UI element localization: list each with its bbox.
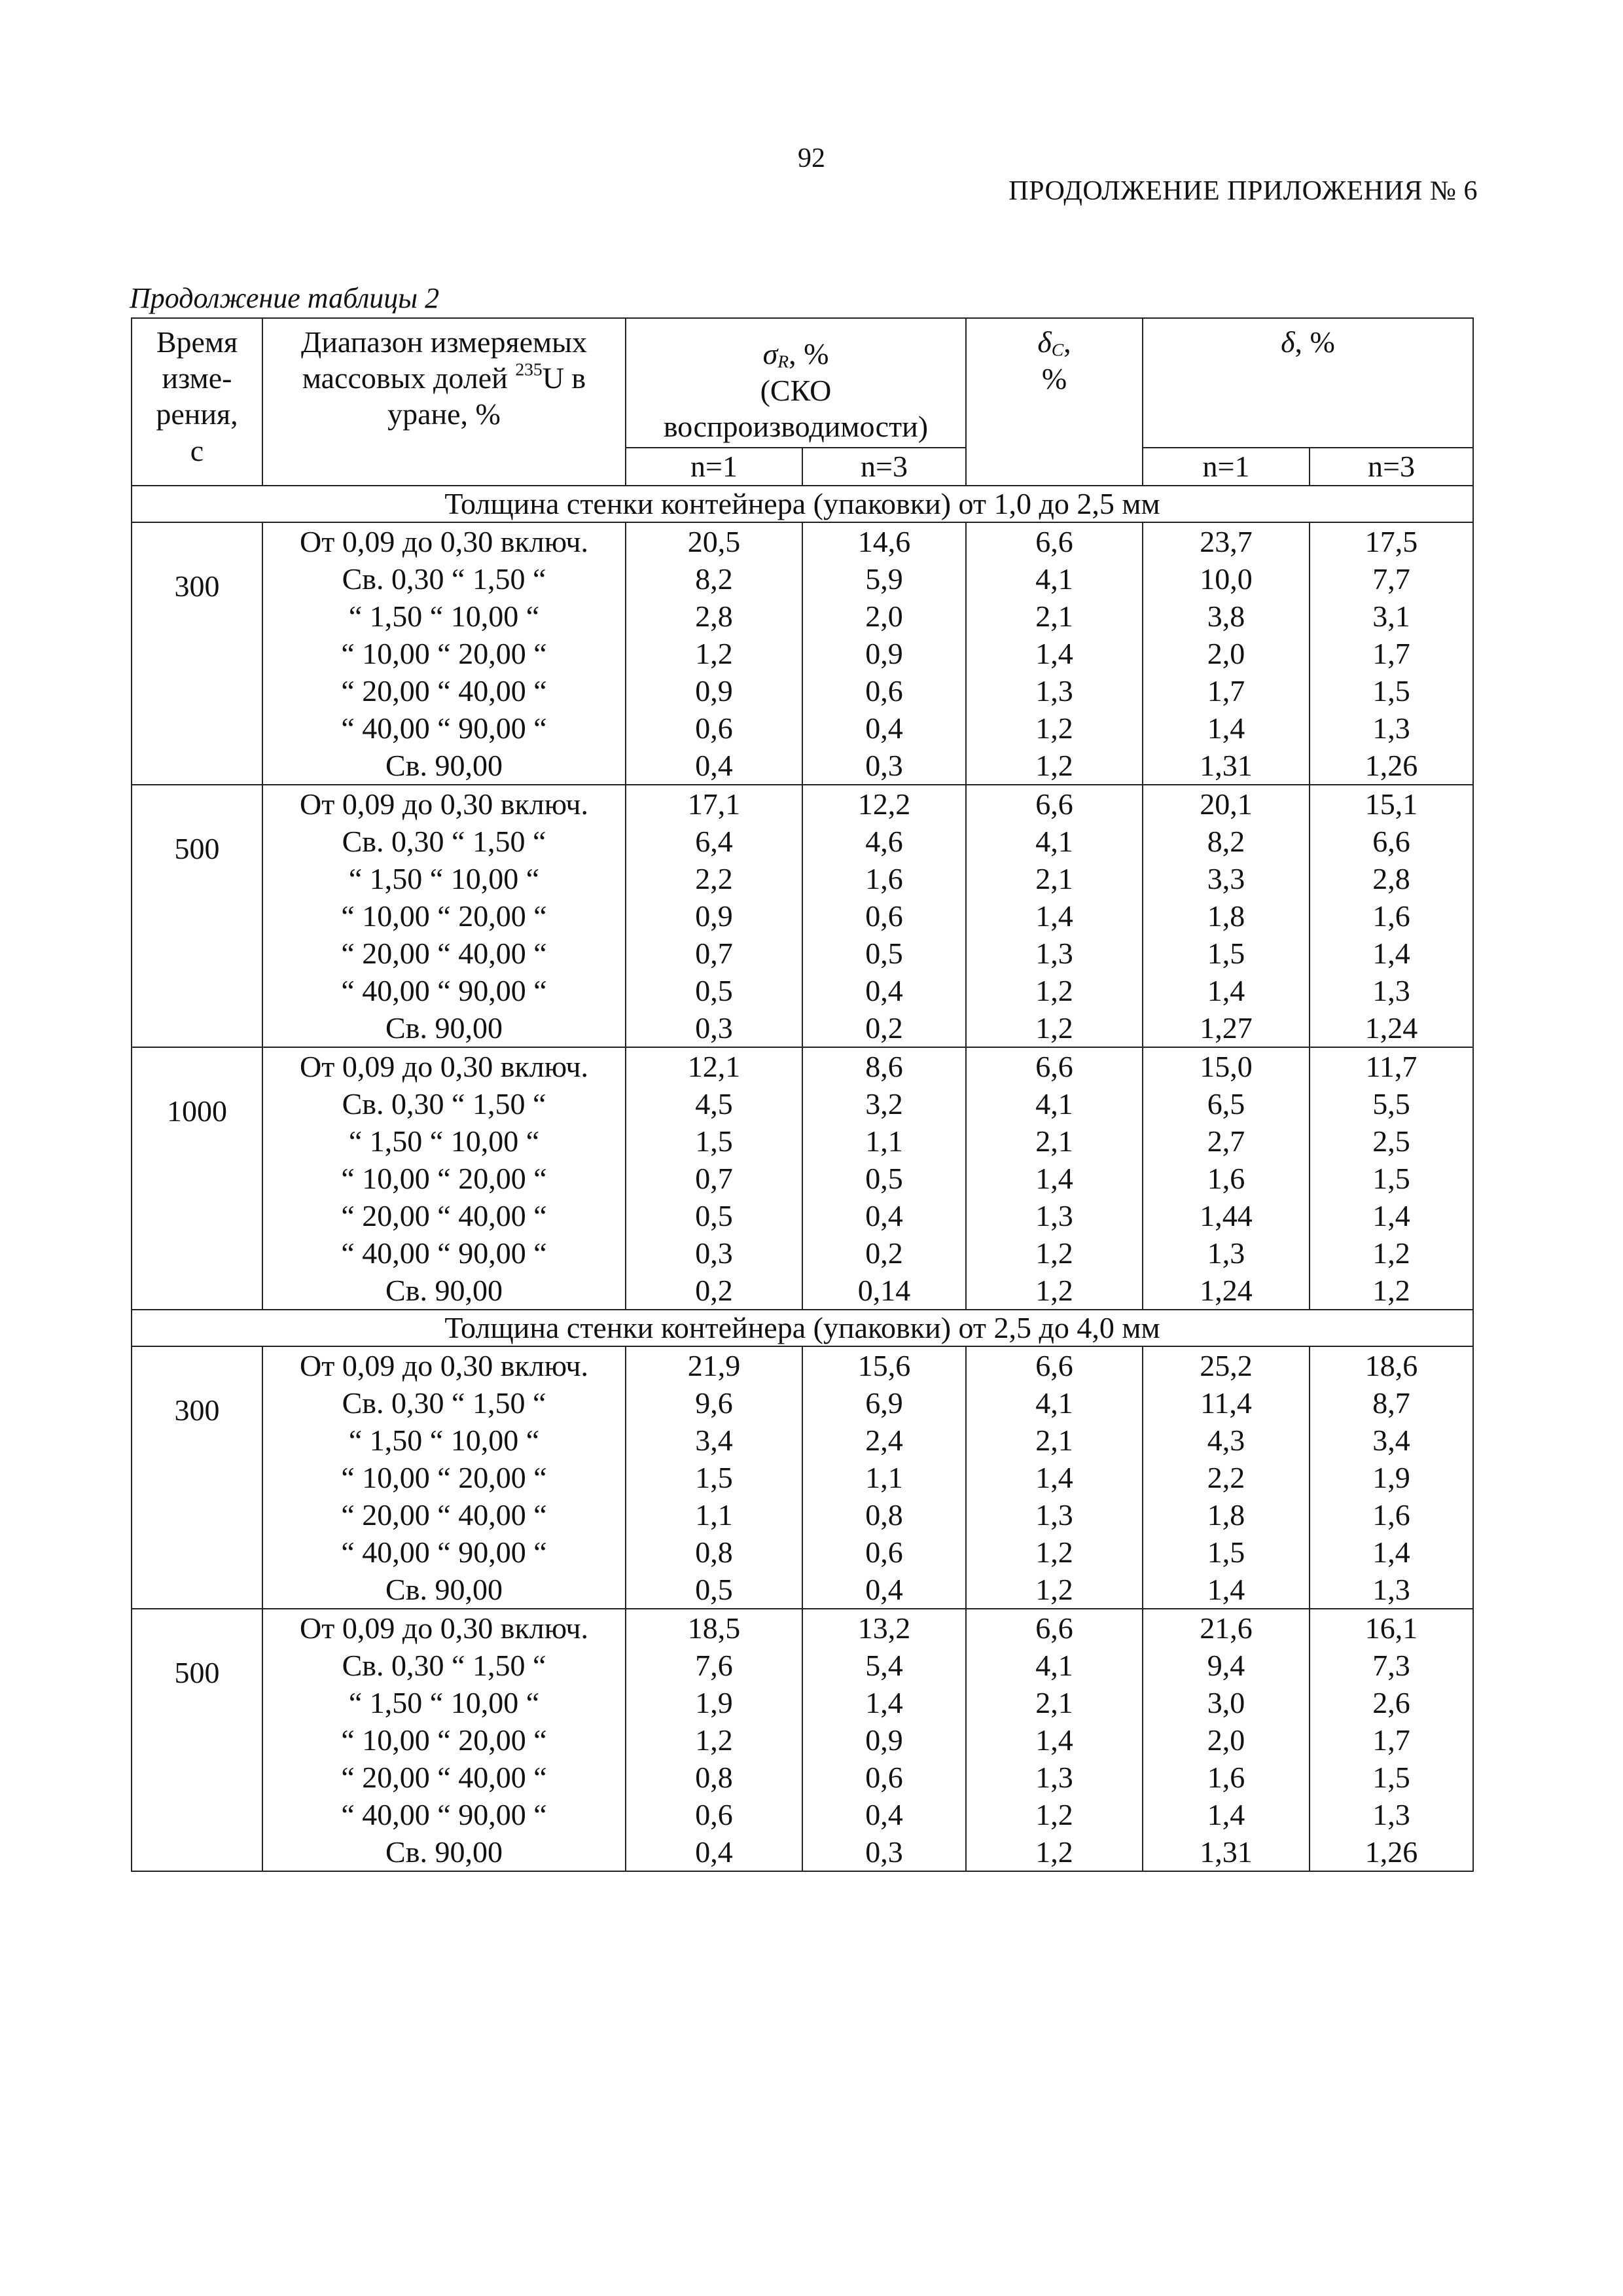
range-cell: “ 10,00 “ 20,00 “ <box>262 1160 626 1197</box>
range-cell: Св. 0,30 “ 1,50 “ <box>262 1647 626 1684</box>
table-row <box>132 1459 1473 1496</box>
delta-c-cell: 1,2 <box>966 1534 1143 1571</box>
section-row <box>132 1310 1473 1346</box>
delta-c-cell: 6,6 <box>966 785 1143 823</box>
section-title: Толщина стенки контейнера (упаковки) от 1,0 до 2,5 мм <box>132 486 1473 522</box>
page-number: 92 <box>798 143 825 173</box>
time-cell: 300 <box>132 1346 262 1609</box>
delta-n3-cell: 2,6 <box>1310 1684 1473 1721</box>
sigma-n3-cell: 0,8 <box>802 1496 966 1534</box>
delta-c-cell: 1,2 <box>966 1796 1143 1833</box>
range-cell: Св. 0,30 “ 1,50 “ <box>262 1085 626 1122</box>
delta-n1-cell: 1,3 <box>1143 1234 1310 1272</box>
sigma-n1-cell: 8,2 <box>626 560 802 598</box>
delta-c-cell: 1,2 <box>966 747 1143 785</box>
range-cell: “ 1,50 “ 10,00 “ <box>262 860 626 897</box>
table-row <box>132 785 1473 823</box>
table-row <box>132 897 1473 935</box>
range-cell: “ 1,50 “ 10,00 “ <box>262 1422 626 1459</box>
delta-n3-cell: 18,6 <box>1310 1346 1473 1384</box>
delta-n1-cell: 1,31 <box>1143 1833 1310 1871</box>
range-cell: От 0,09 до 0,30 включ. <box>262 522 626 560</box>
sigma-n3-cell: 3,2 <box>802 1085 966 1122</box>
delta-n3-cell: 1,24 <box>1310 1009 1473 1047</box>
delta-n1-cell: 1,31 <box>1143 747 1310 785</box>
sigma-n1-cell: 0,9 <box>626 672 802 709</box>
sigma-n1-cell: 2,8 <box>626 598 802 635</box>
sigma-n3-cell: 1,4 <box>802 1684 966 1721</box>
sigma-n1-cell: 0,3 <box>626 1234 802 1272</box>
range-cell: “ 10,00 “ 20,00 “ <box>262 1459 626 1496</box>
time-cell: 500 <box>132 785 262 1047</box>
table-row <box>132 1534 1473 1571</box>
table-row <box>132 1571 1473 1609</box>
delta-n1-cell: 1,4 <box>1143 1796 1310 1833</box>
delta-n1-cell: 1,4 <box>1143 1571 1310 1609</box>
delta-n1-cell: 1,8 <box>1143 1496 1310 1534</box>
sigma-n3-cell: 8,6 <box>802 1047 966 1085</box>
delta-c-cell: 4,1 <box>966 1647 1143 1684</box>
range-cell: “ 40,00 “ 90,00 “ <box>262 709 626 747</box>
range-cell: “ 10,00 “ 20,00 “ <box>262 897 626 935</box>
delta-c-cell: 1,2 <box>966 709 1143 747</box>
range-cell: От 0,09 до 0,30 включ. <box>262 1047 626 1085</box>
data-table <box>131 317 1474 1872</box>
table-row <box>132 635 1473 672</box>
sigma-n1-cell: 1,2 <box>626 635 802 672</box>
delta-c-cell: 6,6 <box>966 1609 1143 1647</box>
delta-n1-cell: 1,27 <box>1143 1009 1310 1047</box>
sigma-n3-cell: 0,3 <box>802 1833 966 1871</box>
delta-n3-cell: 17,5 <box>1310 522 1473 560</box>
delta-n1-cell: 3,8 <box>1143 598 1310 635</box>
delta-c-cell: 4,1 <box>966 823 1143 860</box>
time-cell: 1000 <box>132 1047 262 1310</box>
delta-n1-cell: 2,0 <box>1143 1721 1310 1759</box>
sigma-n3-header: n=3 <box>802 448 966 486</box>
delta-c-cell: 4,1 <box>966 1384 1143 1422</box>
range-cell: Св. 90,00 <box>262 1009 626 1047</box>
delta-c-cell: 1,4 <box>966 1459 1143 1496</box>
range-cell: Св. 90,00 <box>262 747 626 785</box>
range-cell: Св. 0,30 “ 1,50 “ <box>262 823 626 860</box>
table-row <box>132 1422 1473 1459</box>
table-row <box>132 1796 1473 1833</box>
delta-c-cell: 2,1 <box>966 1684 1143 1721</box>
delta-n1-cell: 10,0 <box>1143 560 1310 598</box>
delta-c-cell: 1,4 <box>966 1721 1143 1759</box>
table-row <box>132 560 1473 598</box>
delta-n1-cell: 3,0 <box>1143 1684 1310 1721</box>
delta-n1-cell: 1,4 <box>1143 709 1310 747</box>
delta-n3-cell: 1,2 <box>1310 1272 1473 1310</box>
sigma-n3-cell: 1,6 <box>802 860 966 897</box>
delta-n3-cell: 7,7 <box>1310 560 1473 598</box>
range-cell: “ 40,00 “ 90,00 “ <box>262 1796 626 1833</box>
range-cell: Св. 90,00 <box>262 1571 626 1609</box>
sigma-n3-cell: 12,2 <box>802 785 966 823</box>
range-cell: “ 20,00 “ 40,00 “ <box>262 935 626 972</box>
table-row <box>132 1346 1473 1384</box>
delta-n3-cell: 1,3 <box>1310 972 1473 1009</box>
sigma-n1-cell: 0,3 <box>626 1009 802 1047</box>
sigma-n1-cell: 0,6 <box>626 1796 802 1833</box>
range-cell: Св. 0,30 “ 1,50 “ <box>262 560 626 598</box>
range-cell: “ 1,50 “ 10,00 “ <box>262 1122 626 1160</box>
table-row <box>132 1122 1473 1160</box>
sigma-n1-cell: 0,5 <box>626 1571 802 1609</box>
delta-n3-cell: 1,4 <box>1310 1534 1473 1571</box>
sigma-n1-cell: 1,9 <box>626 1684 802 1721</box>
table-row <box>132 1197 1473 1234</box>
delta-n1-cell: 1,6 <box>1143 1759 1310 1796</box>
delta-n3-cell: 1,6 <box>1310 897 1473 935</box>
delta-header: δ, % <box>1143 318 1473 448</box>
delta-n3-cell: 5,5 <box>1310 1085 1473 1122</box>
sigma-n3-cell: 0,6 <box>802 1759 966 1796</box>
delta-n3-cell: 1,5 <box>1310 1759 1473 1796</box>
delta-n3-cell: 1,26 <box>1310 747 1473 785</box>
delta-n3-cell: 1,6 <box>1310 1496 1473 1534</box>
delta-n1-cell: 4,3 <box>1143 1422 1310 1459</box>
delta-c-cell: 4,1 <box>966 560 1143 598</box>
delta-c-cell: 1,4 <box>966 1160 1143 1197</box>
sigma-n3-cell: 0,4 <box>802 1571 966 1609</box>
table-caption: Продолжение таблицы 2 <box>130 282 440 314</box>
sigma-n1-cell: 20,5 <box>626 522 802 560</box>
sigma-n3-cell: 5,4 <box>802 1647 966 1684</box>
table-row <box>132 1721 1473 1759</box>
sigma-n3-cell: 0,4 <box>802 1796 966 1833</box>
table-row <box>132 672 1473 709</box>
sigma-n3-cell: 0,6 <box>802 1534 966 1571</box>
table-row <box>132 972 1473 1009</box>
delta-n3-cell: 1,3 <box>1310 1571 1473 1609</box>
sigma-n3-cell: 13,2 <box>802 1609 966 1647</box>
range-cell: От 0,09 до 0,30 включ. <box>262 1609 626 1647</box>
delta-c-cell: 1,4 <box>966 897 1143 935</box>
sigma-header: σR, % (СКО воспроизводимости) <box>626 318 966 448</box>
delta-n3-cell: 1,7 <box>1310 635 1473 672</box>
delta-n3-cell: 1,4 <box>1310 935 1473 972</box>
range-cell: “ 20,00 “ 40,00 “ <box>262 1759 626 1796</box>
section-title: Толщина стенки контейнера (упаковки) от 2,5 до 4,0 мм <box>132 1310 1473 1346</box>
delta-n3-cell: 11,7 <box>1310 1047 1473 1085</box>
sigma-n1-cell: 1,2 <box>626 1721 802 1759</box>
sigma-n1-cell: 1,5 <box>626 1122 802 1160</box>
range-cell: “ 40,00 “ 90,00 “ <box>262 972 626 1009</box>
time-header: Время изме- рения, с <box>132 318 262 486</box>
delta-c-cell: 1,2 <box>966 1009 1143 1047</box>
delta-n1-cell: 2,0 <box>1143 635 1310 672</box>
sigma-n1-cell: 4,5 <box>626 1085 802 1122</box>
table-row <box>132 1160 1473 1197</box>
delta-n3-cell: 1,3 <box>1310 1796 1473 1833</box>
table-row <box>132 1047 1473 1085</box>
time-cell: 300 <box>132 522 262 785</box>
table-row <box>132 522 1473 560</box>
sigma-n1-cell: 0,7 <box>626 935 802 972</box>
delta-c-cell: 1,3 <box>966 1496 1143 1534</box>
sigma-n1-cell: 2,2 <box>626 860 802 897</box>
delta-c-cell: 2,1 <box>966 1122 1143 1160</box>
table-row <box>132 1684 1473 1721</box>
sigma-n1-cell: 0,8 <box>626 1534 802 1571</box>
sigma-n1-cell: 0,7 <box>626 1160 802 1197</box>
delta-n1-cell: 15,0 <box>1143 1047 1310 1085</box>
delta-n3-cell: 2,5 <box>1310 1122 1473 1160</box>
sigma-n3-cell: 2,4 <box>802 1422 966 1459</box>
delta-c-cell: 1,2 <box>966 1272 1143 1310</box>
table-row <box>132 1759 1473 1796</box>
range-cell: Св. 0,30 “ 1,50 “ <box>262 1384 626 1422</box>
table-row <box>132 860 1473 897</box>
table-row <box>132 1272 1473 1310</box>
delta-n1-cell: 1,24 <box>1143 1272 1310 1310</box>
sigma-n1-cell: 0,4 <box>626 1833 802 1871</box>
sigma-n1-cell: 0,5 <box>626 1197 802 1234</box>
delta-c-cell: 2,1 <box>966 860 1143 897</box>
delta-n1-cell: 21,6 <box>1143 1609 1310 1647</box>
sigma-n1-cell: 1,5 <box>626 1459 802 1496</box>
sigma-n3-cell: 0,3 <box>802 747 966 785</box>
table-body <box>132 486 1473 1871</box>
delta-n1-cell: 8,2 <box>1143 823 1310 860</box>
delta-c-cell: 1,3 <box>966 1759 1143 1796</box>
table-row <box>132 598 1473 635</box>
delta-c-cell: 1,3 <box>966 672 1143 709</box>
range-cell: “ 20,00 “ 40,00 “ <box>262 672 626 709</box>
table-row <box>132 1384 1473 1422</box>
sigma-n1-cell: 17,1 <box>626 785 802 823</box>
delta-n3-cell: 1,2 <box>1310 1234 1473 1272</box>
sigma-n3-cell: 1,1 <box>802 1459 966 1496</box>
sigma-n1-cell: 3,4 <box>626 1422 802 1459</box>
sigma-n1-cell: 0,2 <box>626 1272 802 1310</box>
sigma-n3-cell: 0,14 <box>802 1272 966 1310</box>
delta-c-cell: 1,2 <box>966 972 1143 1009</box>
delta-n1-cell: 2,7 <box>1143 1122 1310 1160</box>
delta-n1-cell: 23,7 <box>1143 522 1310 560</box>
range-cell: “ 1,50 “ 10,00 “ <box>262 1684 626 1721</box>
range-cell: “ 20,00 “ 40,00 “ <box>262 1496 626 1534</box>
sigma-n1-cell: 18,5 <box>626 1609 802 1647</box>
sigma-n1-cell: 7,6 <box>626 1647 802 1684</box>
delta-c-cell: 1,2 <box>966 1234 1143 1272</box>
table-row <box>132 1085 1473 1122</box>
sigma-n3-cell: 0,5 <box>802 935 966 972</box>
sigma-n3-cell: 15,6 <box>802 1346 966 1384</box>
delta-c-cell: 6,6 <box>966 522 1143 560</box>
delta-n3-header: n=3 <box>1310 448 1473 486</box>
range-cell: От 0,09 до 0,30 включ. <box>262 785 626 823</box>
delta-n3-cell: 1,26 <box>1310 1833 1473 1871</box>
sigma-n3-cell: 0,6 <box>802 672 966 709</box>
delta-n3-cell: 1,5 <box>1310 1160 1473 1197</box>
sigma-n3-cell: 0,6 <box>802 897 966 935</box>
sigma-n3-cell: 1,1 <box>802 1122 966 1160</box>
delta-n3-cell: 2,8 <box>1310 860 1473 897</box>
delta-c-cell: 1,3 <box>966 1197 1143 1234</box>
delta-n3-cell: 1,9 <box>1310 1459 1473 1496</box>
delta-n3-cell: 8,7 <box>1310 1384 1473 1422</box>
delta-n1-cell: 2,2 <box>1143 1459 1310 1496</box>
delta-n3-cell: 7,3 <box>1310 1647 1473 1684</box>
table-row <box>132 1496 1473 1534</box>
range-cell: Св. 90,00 <box>262 1272 626 1310</box>
delta-n1-cell: 6,5 <box>1143 1085 1310 1122</box>
range-cell: “ 40,00 “ 90,00 “ <box>262 1234 626 1272</box>
delta-n1-cell: 1,5 <box>1143 935 1310 972</box>
sigma-n1-cell: 0,5 <box>626 972 802 1009</box>
delta-n1-cell: 1,5 <box>1143 1534 1310 1571</box>
delta-n1-cell: 9,4 <box>1143 1647 1310 1684</box>
delta-n3-cell: 3,1 <box>1310 598 1473 635</box>
delta-c-cell: 2,1 <box>966 598 1143 635</box>
delta-n1-cell: 1,4 <box>1143 972 1310 1009</box>
sigma-n3-cell: 5,9 <box>802 560 966 598</box>
sigma-n1-cell: 21,9 <box>626 1346 802 1384</box>
delta-n1-cell: 25,2 <box>1143 1346 1310 1384</box>
range-header: Диапазон измеряемых массовых долей $^{235}$U в уране, % <box>262 318 626 486</box>
table-row <box>132 1009 1473 1047</box>
delta-c-cell: 6,6 <box>966 1346 1143 1384</box>
delta-c-cell: 1,4 <box>966 635 1143 672</box>
delta-n1-cell: 11,4 <box>1143 1384 1310 1422</box>
delta-n1-cell: 1,7 <box>1143 672 1310 709</box>
delta-n3-cell: 1,7 <box>1310 1721 1473 1759</box>
delta-n1-header: n=1 <box>1143 448 1310 486</box>
delta-c-cell: 1,2 <box>966 1571 1143 1609</box>
sigma-n3-cell: 0,9 <box>802 635 966 672</box>
table-row <box>132 1833 1473 1871</box>
sigma-n1-cell: 0,8 <box>626 1759 802 1796</box>
delta-n1-cell: 1,8 <box>1143 897 1310 935</box>
sigma-n3-cell: 2,0 <box>802 598 966 635</box>
delta-n3-cell: 1,4 <box>1310 1197 1473 1234</box>
delta-c-cell: 2,1 <box>966 1422 1143 1459</box>
header-row <box>132 318 1473 448</box>
table-row <box>132 1234 1473 1272</box>
sigma-n1-cell: 12,1 <box>626 1047 802 1085</box>
delta-n1-cell: 20,1 <box>1143 785 1310 823</box>
sigma-n1-header: n=1 <box>626 448 802 486</box>
delta-n1-cell: 1,6 <box>1143 1160 1310 1197</box>
sigma-n3-cell: 0,9 <box>802 1721 966 1759</box>
section-row <box>132 486 1473 522</box>
time-cell: 500 <box>132 1609 262 1871</box>
range-cell: Св. 90,00 <box>262 1833 626 1871</box>
sigma-n3-cell: 0,4 <box>802 972 966 1009</box>
table-row <box>132 823 1473 860</box>
sigma-n1-cell: 0,6 <box>626 709 802 747</box>
table-row <box>132 1609 1473 1647</box>
sigma-n1-cell: 0,4 <box>626 747 802 785</box>
delta-n1-cell: 1,44 <box>1143 1197 1310 1234</box>
delta-c-cell: 1,2 <box>966 1833 1143 1871</box>
delta-n3-cell: 1,3 <box>1310 709 1473 747</box>
sigma-n3-cell: 4,6 <box>802 823 966 860</box>
table-row <box>132 709 1473 747</box>
sigma-n3-cell: 0,4 <box>802 1197 966 1234</box>
range-cell: “ 40,00 “ 90,00 “ <box>262 1534 626 1571</box>
range-cell: “ 20,00 “ 40,00 “ <box>262 1197 626 1234</box>
delta-c-cell: 1,3 <box>966 935 1143 972</box>
delta-n1-cell: 3,3 <box>1143 860 1310 897</box>
delta-n3-cell: 15,1 <box>1310 785 1473 823</box>
sigma-n3-cell: 0,4 <box>802 709 966 747</box>
sigma-n3-cell: 0,5 <box>802 1160 966 1197</box>
delta-n3-cell: 1,5 <box>1310 672 1473 709</box>
delta-n3-cell: 16,1 <box>1310 1609 1473 1647</box>
appendix-title: ПРОДОЛЖЕНИЕ ПРИЛОЖЕНИЯ № 6 <box>1008 176 1478 206</box>
table-row <box>132 935 1473 972</box>
sigma-n3-cell: 0,2 <box>802 1009 966 1047</box>
range-cell: От 0,09 до 0,30 включ. <box>262 1346 626 1384</box>
sigma-n1-cell: 1,1 <box>626 1496 802 1534</box>
table-row <box>132 1647 1473 1684</box>
table-row <box>132 747 1473 785</box>
delta-n3-cell: 6,6 <box>1310 823 1473 860</box>
delta-c-cell: 4,1 <box>966 1085 1143 1122</box>
range-cell: “ 1,50 “ 10,00 “ <box>262 598 626 635</box>
range-cell: “ 10,00 “ 20,00 “ <box>262 635 626 672</box>
delta-c-header: δC, % <box>966 318 1143 486</box>
delta-n3-cell: 3,4 <box>1310 1422 1473 1459</box>
delta-c-cell: 6,6 <box>966 1047 1143 1085</box>
sigma-n3-cell: 14,6 <box>802 522 966 560</box>
range-cell: “ 10,00 “ 20,00 “ <box>262 1721 626 1759</box>
sigma-n1-cell: 0,9 <box>626 897 802 935</box>
sigma-n1-cell: 9,6 <box>626 1384 802 1422</box>
sigma-n3-cell: 6,9 <box>802 1384 966 1422</box>
sigma-n1-cell: 6,4 <box>626 823 802 860</box>
sigma-n3-cell: 0,2 <box>802 1234 966 1272</box>
